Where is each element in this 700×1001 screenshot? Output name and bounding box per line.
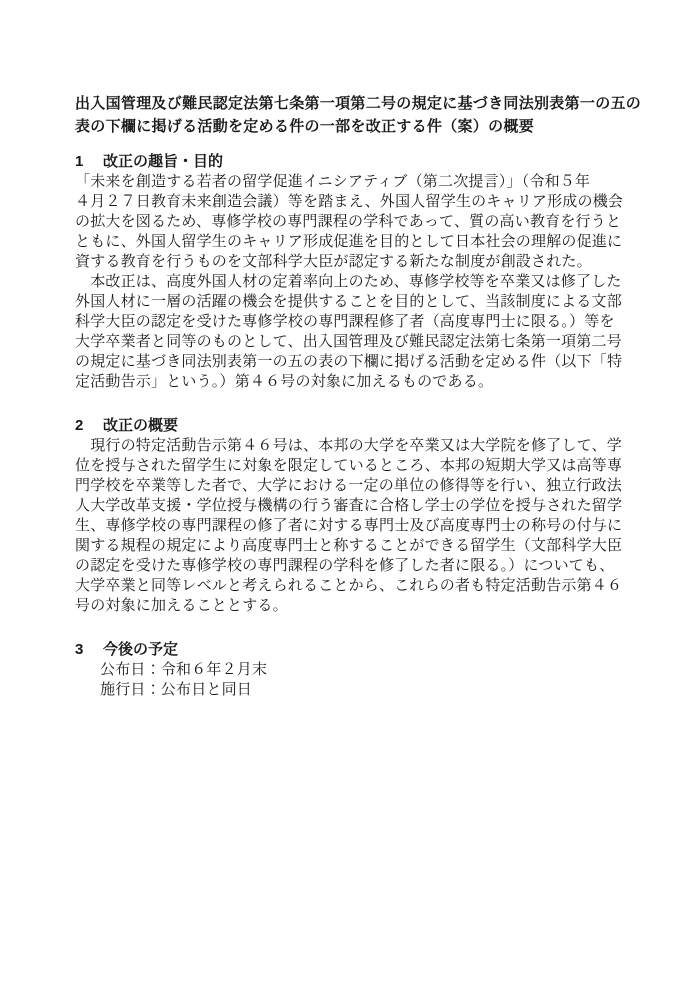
body-text-line: 人大学改革支援・学位授与機構の行う審査に合格し学士の学位を授与された留学 [75,498,623,514]
section-number: 1 [75,153,84,170]
document-title [75,92,640,138]
section-heading-row [75,416,640,436]
body-text-line: 科学大臣の認定を受けた専修学校の専門課程修了者（高度専門士に限る。）等を [75,314,615,330]
section-heading: 改正の趣旨・目的 [103,153,224,170]
body-text-line: の認定を受けた専修学校の専門課程の学科を修了した者に限る。）についても、 [75,558,615,574]
body-text-line: 外国人材に一層の活躍の機会を提供することを目的として、当該制度による文部 [75,294,622,310]
document-title-line: 出入国管理及び難民認定法第七条第一項第二号の規定に基づき同法別表第一の五の [75,95,642,112]
paragraph [75,172,640,272]
section-schedule [75,640,640,700]
paragraph [75,272,640,392]
body-text-line: 関する規程の規定により高度専門士と称することができる留学生（文部科学大臣 [75,538,623,554]
body-text-line: 門学校を卒業等した者で、大学における一定の単位の修得等を行い、独立行政法 [75,478,622,494]
body-text-line: ４月２７日教育未来創造会議）等を踏まえ、外国人留学生のキャリア形成の機会 [75,194,624,210]
body-text-line: 大学卒業と同等レベルと考えられることから、これらの者も特定活動告示第４６ [75,578,623,594]
section-number: 2 [75,417,84,434]
section-heading-row [75,152,640,172]
body-text-line: の規定に基づき同法別表第一の五の表の下欄に掲げる活動を定める件（以下「特 [75,354,623,370]
schedule-promulgation-date: 公布日：令和６年２月末 [100,662,268,678]
body-text-line: の拡大を図るため、専修学校の専門課程の学科であって、質の高い教育を行うと [75,214,622,230]
body-text-line: 本改正は、高度外国人材の定着率向上のため、専修学校等を卒業又は修了した [75,274,622,290]
section-heading: 改正の概要 [103,417,179,434]
body-text-line: 号の対象に加えることとする。 [75,598,288,614]
body-text-line: 生、専修学校の専門課程の修了者に対する専門士及び高度専門士の称号の付与に [75,518,623,534]
body-text-line: ともに、外国人留学生のキャリア形成促進を目的として日本社会の理解の促進に [75,234,623,250]
body-text-line: 現行の特定活動告示第４６号は、本邦の大学を卒業又は大学院を修了して、学 [75,438,622,454]
body-text-line: 位を授与された留学生に対象を限定しているところ、本邦の短期大学又は高等専 [75,458,623,474]
body-text-line: 大学卒業者と同等のものとして、出入国管理及び難民認定法第七条第一項第二号 [75,334,622,350]
section-heading-row [75,640,640,660]
schedule-enforcement-date: 施行日：公布日と同日 [100,682,253,698]
schedule-list [75,660,640,700]
section-number: 3 [75,641,84,658]
body-text-line: 資する教育を行うものを文部科学大臣が認定する新たな制度が創設された。 [75,254,592,270]
section-purpose [75,152,640,392]
section-outline [75,416,640,616]
body-text-line: 定活動告示」という。）第４６号の対象に加えるものである。 [75,374,494,390]
section-heading: 今後の予定 [103,641,179,658]
document-title-line: 表の下欄に掲げる活動を定める件の一部を改正する件（案）の概要 [75,118,535,135]
body-text-line: 「未来を創造する若者の留学促進イニシアティブ（第二次提言）」（令和５年 [75,174,591,190]
paragraph [75,436,640,616]
